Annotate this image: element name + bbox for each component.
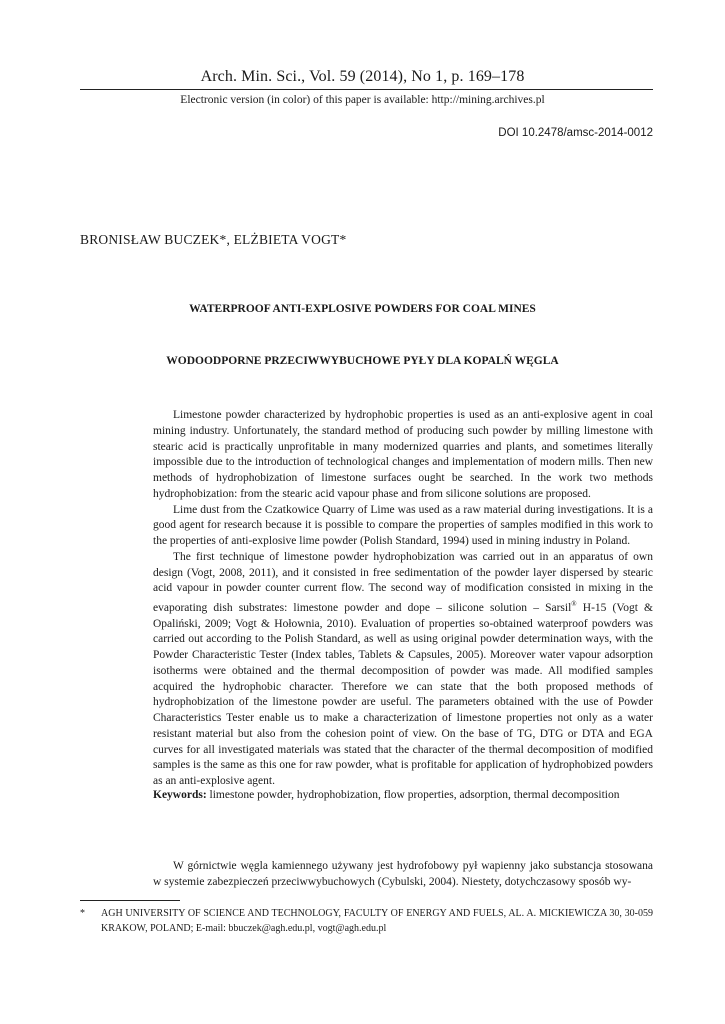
footnote-mark: *: [80, 908, 85, 919]
title-polish: WODOODPORNE PRZECIWWYBUCHOWE PYŁY DLA KOPALŃ WĘGLA: [166, 355, 559, 367]
abstract-paragraph-3-part-1: The first technique of limestone powder hydrophobization was carried out in an apparatus of own design (Vogt, 2008, 2011), and it consisted in free sedimentation of the powder layer dispersed by stearic acid vapour in powder counter current flow. The second way of modification consisted in mixing in the evaporating dish substrates: limestone powder and dope – silicone solution – Sarsil: [153, 550, 653, 614]
title-english: WATERPROOF ANTI-EXPLOSIVE POWDERS FOR COAL MINES: [189, 303, 536, 315]
header-rule: [80, 89, 653, 90]
footnote-rule: [80, 900, 180, 901]
authors: BRONISŁAW BUCZEK*, ELŻBIETA VOGT*: [80, 232, 347, 247]
electronic-version-note: Electronic version (in color) of this paper is available: http://mining.archives.pl: [180, 94, 545, 106]
abstract-paragraph-3-part-2: H-15 (Vogt & Opaliński, 2009; Vogt & Hołownia, 2010). Evaluation of properties so-obtained waterproof powders was carried out according to the Polish Standard, as well as using original powder determination ways, with the Powder Characteristic Tester (Index tables, Tablets & Capsules, 2005). Moreover water vapour adsorption isotherms were obtained and the thermal decomposition of powder was made. All modified samples acquired the hydrophobic character. Therefore we can state that the both proposed methods of hydrophobization of the limestone powder are useful. The parameters obtained with the use of Powder Characteristics Tester enable us to make a characterization of limestone properties not only as a water resistant material but also from the cohesion point of view. On the base of TG, DTG or DTA and EGA curves for all investigated materials was stated that the character of the thermal decomposition of modified samples is the same as this one for raw powder, what is profitable for application of hydrophobized powders as an anti-explosive agent.: [153, 601, 653, 788]
keywords-text: limestone powder, hydrophobization, flow properties, adsorption, thermal decomposition: [206, 789, 620, 801]
abstract-paragraph-3: [153, 550, 653, 790]
registered-mark: ®: [571, 600, 577, 608]
footnote-text: AGH UNIVERSITY OF SCIENCE AND TECHNOLOGY, FACULTY OF ENERGY AND FUELS, AL. A. MICKIEWICZA 30, 30-059 KRAKOW, POLAND; E-mail: bbuczek@agh.edu.pl, vogt@agh.edu.pl: [101, 908, 653, 934]
keywords: [153, 789, 653, 801]
body-text: W górnictwie węgla kamiennego używany jest hydrofobowy pył wapienny jako substancja stosowana w systemie zabezpieczeń przeciwwybuchowych (Cybulski, 2004). Niestety, dotychczasowy sposób wy-: [153, 860, 653, 888]
abstract-paragraph-2: Lime dust from the Czatkowice Quarry of Lime was used as a raw material during investigations. It is a good agent for research because it is possible to compare the properties of samples modified in this work to the properties of anti-explosive lime powder (Polish Standard, 1994) used in mining industry in Poland.: [153, 503, 653, 547]
doi: DOI 10.2478/amsc-2014-0012: [498, 127, 653, 139]
abstract-paragraph-1: Limestone powder characterized by hydrophobic properties is used as an anti-explosive agent in coal mining industry. Unfortunately, the standard method of producing such powder by milling limestone with stearic acid is practically unprofitable in many modernized quarries and plants, and sometimes literally impossible due to the introduction of technological changes and implementation of modern mills. Then new methods of hydrophobization of limestone surfaces ought be searched. In the work two methods hydrophobization: from the stearic acid vapour phase and from silicone solutions are proposed.: [153, 409, 653, 500]
abstract: [153, 408, 653, 790]
keywords-label: Keywords:: [153, 789, 207, 801]
journal-header: Arch. Min. Sci., Vol. 59 (2014), No 1, p. 169–178: [200, 68, 525, 85]
footnote: [80, 906, 653, 936]
